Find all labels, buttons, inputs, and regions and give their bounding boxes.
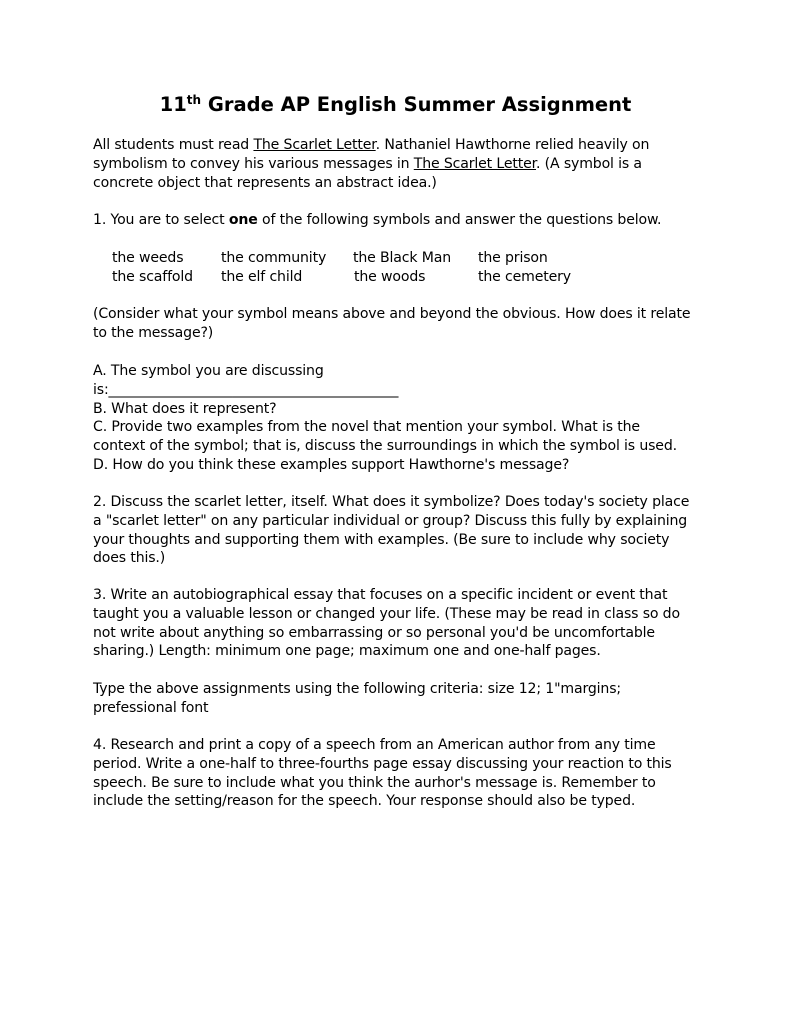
title-text: Grade AP English Summer Assignment	[201, 93, 632, 116]
part-c-line-2: context of the symbol; that is, discuss the surroundings in which the symbol is used.	[93, 438, 677, 455]
question-4	[93, 736, 733, 811]
question-1-parts	[93, 362, 733, 475]
intro-line-2	[93, 155, 733, 174]
intro-line-3: concrete object that represents an abstract idea.)	[93, 174, 437, 191]
question-3-line: not write about anything so embarrassing or so personal you'd be uncomfortable	[93, 624, 655, 641]
symbol-item: the prison	[478, 250, 548, 266]
question-2-line: a "scarlet letter" on any particular individual or group? Discuss this fully by explaining	[93, 512, 688, 529]
question-1-emphasis: one	[228, 212, 258, 228]
title-superscript: th	[186, 93, 202, 107]
consider-line-2: to the message?)	[93, 324, 214, 341]
symbol-item: the Black Man	[353, 250, 452, 266]
symbol-item: the community	[221, 250, 327, 266]
part-a-line-2: is:__________________________________________	[93, 381, 399, 398]
question-2-line: 2. Discuss the scarlet letter, itself. What does it symbolize? Does today's society place	[93, 494, 690, 510]
symbol-item: the cemetery	[478, 269, 571, 285]
question-1-text: of the following symbols and answer the questions below.	[257, 212, 662, 228]
criteria-line: prefessional font	[93, 699, 209, 716]
intro-text: All students must read	[93, 137, 254, 153]
criteria-line: Type the above assignments using the following criteria: size 12; 1"margins;	[93, 681, 622, 697]
question-2-line: does this.)	[93, 550, 166, 567]
question-2-line: your thoughts and supporting them with examples. (Be sure to include why society	[93, 531, 670, 548]
question-1-line	[93, 211, 733, 230]
formatting-criteria	[93, 680, 733, 718]
question-3-line: sharing.) Length: minimum one page; maximum one and one-half pages.	[93, 643, 601, 660]
intro-line-1	[93, 136, 733, 155]
symbol-item: the elf child	[221, 269, 303, 285]
book-title: The Scarlet Letter	[413, 155, 536, 172]
question-4-line: period. Write a one-half to three-fourths page essay discussing your reaction to this	[93, 755, 672, 772]
intro-text: . (A symbol is a	[535, 155, 642, 172]
part-b: B. What does it represent?	[93, 400, 277, 417]
part-c-line-1: C. Provide two examples from the novel that mention your symbol. What is the	[93, 419, 640, 436]
intro-paragraph	[93, 136, 733, 192]
part-a-line-1: A. The symbol you are discussing	[93, 363, 324, 379]
intro-text: . Nathaniel Hawthorne relied heavily on	[375, 137, 650, 153]
question-4-line: include the setting/reason for the speech. Your response should also be typed.	[93, 793, 636, 810]
intro-text: symbolism to convey his various messages in	[93, 155, 414, 172]
question-3	[93, 586, 733, 661]
question-2	[93, 493, 733, 568]
question-1-text: 1. You are to select	[93, 212, 229, 228]
question-4-line: speech. Be sure to include what you think the aurhor's message is. Remember to	[93, 774, 656, 791]
question-4-line: 4. Research and print a copy of a speech from an American author from any time	[93, 737, 656, 753]
symbol-item: the woods	[354, 269, 426, 285]
question-3-line: taught you a valuable lesson or changed your life. (These may be read in class so do	[93, 605, 680, 622]
page-title	[0, 92, 791, 118]
symbol-item: the scaffold	[112, 269, 193, 285]
question-1	[93, 211, 733, 230]
title-number: 11	[159, 93, 187, 116]
consider-line-1: (Consider what your symbol means above and beyond the obvious. How does it relate	[93, 306, 691, 322]
question-3-line: 3. Write an autobiographical essay that focuses on a specific incident or event that	[93, 587, 668, 603]
book-title: The Scarlet Letter	[253, 137, 376, 153]
symbol-item: the weeds	[112, 250, 184, 266]
consider-paragraph	[93, 305, 733, 343]
part-d: D. How do you think these examples support Hawthorne's message?	[93, 456, 570, 473]
